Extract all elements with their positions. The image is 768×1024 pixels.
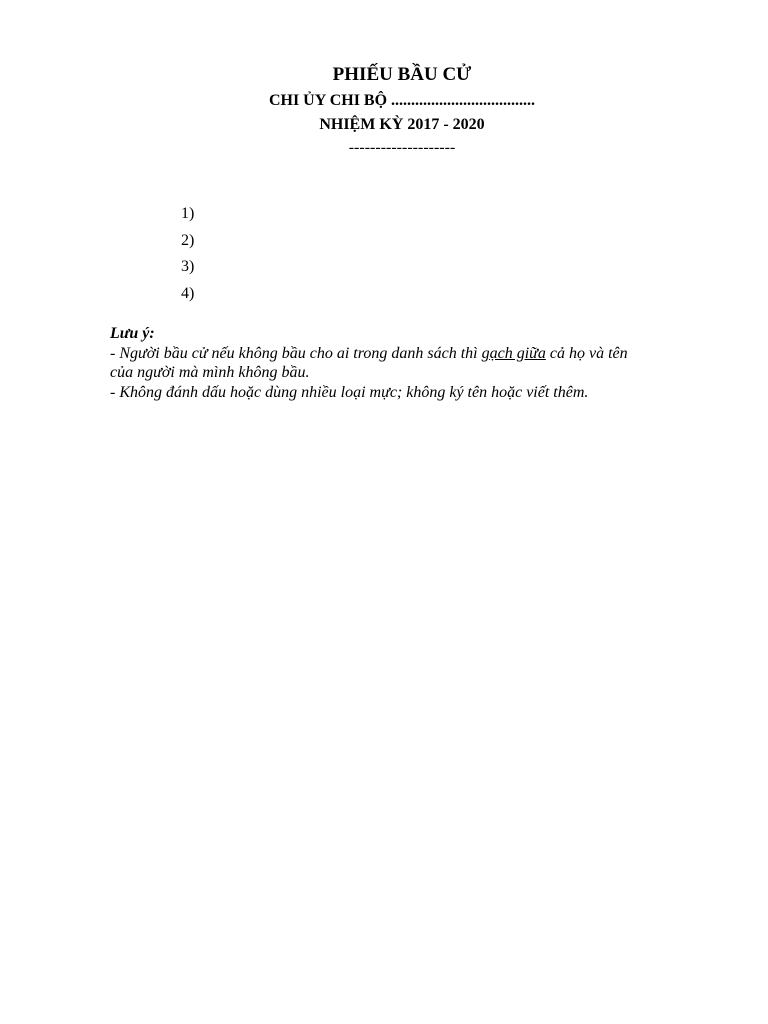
note-line-2: của người mà mình không bầu. (110, 364, 310, 381)
note-underlined-text: gạch giữa (481, 344, 546, 362)
note-section (110, 324, 710, 402)
term-heading: NHIỆM KỲ 2017 - 2020 (319, 116, 485, 133)
note-line-3: - Không đánh dấu hoặc dùng nhiều loại mực; không ký tên hoặc viết thêm. (110, 383, 589, 401)
note-line-1 (110, 344, 710, 364)
header-divider: -------------------- (348, 139, 456, 156)
note-title: Lưu ý: (110, 325, 155, 342)
candidate-slot-1: 1) (181, 205, 195, 222)
ballot-title: PHIẾU BẦU CỬ (332, 64, 472, 85)
note-line-1-post: cả họ và tên (545, 344, 628, 362)
candidate-slot-2: 2) (181, 231, 195, 249)
candidate-slot-3: 3) (181, 258, 195, 275)
note-line-1-pre: - Người bầu cử nếu không bầu cho ai trong danh sách thì (110, 344, 482, 362)
party-cell-subtitle: CHI ỦY CHI BỘ .................................... (268, 92, 536, 109)
candidate-list (181, 204, 194, 310)
candidate-slot-4: 4) (181, 284, 195, 302)
